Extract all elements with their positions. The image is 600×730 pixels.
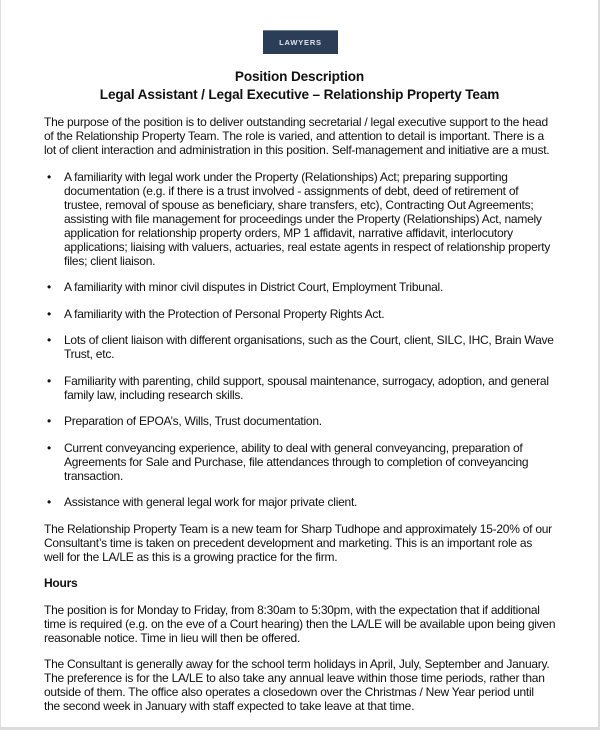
list-item	[44, 441, 589, 483]
text-line: outside of them. The office also operates a closedown over the Christmas / New Year period until	[44, 685, 534, 699]
text-line: The Consultant is generally away for the school term holidays in April, July, September and January.	[44, 657, 550, 671]
text-line: The Relationship Property Team is a new team for Sharp Tudhope and approximately 15-20% of our	[44, 521, 552, 536]
hours-paragraph	[44, 603, 589, 645]
list-item	[44, 170, 589, 268]
text-line: time is required (e.g. on the eve of a Court hearing) then the LA/LE will be available upon being given	[44, 616, 556, 631]
text-line: files; client liaison.	[64, 253, 156, 268]
text-line: application for relationship property orders, MP 1 affidavit, narrative affidavit, interlocutory	[64, 225, 513, 240]
text-line: of the Relationship Property Team. The role is varied, and attention to detail is important. There is a	[44, 129, 544, 143]
hours-heading: Hours	[44, 576, 78, 590]
document-page	[1, 0, 598, 727]
text-line: transaction.	[64, 468, 124, 483]
list-item	[44, 414, 589, 428]
text-line: Preparation of EPOA’s, Wills, Trust documentation.	[64, 414, 322, 428]
lawyers-logo: LAWYERS	[263, 30, 338, 54]
list-item	[44, 333, 589, 361]
bullet-icon: •	[47, 495, 51, 509]
document-title: Position Description	[234, 69, 365, 84]
text-line: Trust, etc.	[64, 347, 115, 361]
bullet-icon: •	[47, 280, 51, 294]
text-line: applications; liaising with valuers, actuaries, real estate agents in respect of relationship property	[64, 239, 551, 254]
list-item	[44, 374, 589, 402]
bullet-icon: •	[47, 440, 51, 455]
document-subtitle: Legal Assistant / Legal Executive – Relationship Property Team	[99, 87, 500, 102]
intro-paragraph	[44, 115, 589, 157]
list-item	[44, 495, 589, 509]
bullet-icon: •	[47, 333, 51, 347]
text-line: Assistance with general legal work for major private client.	[64, 495, 358, 509]
bullet-icon: •	[47, 306, 51, 321]
text-line: Current conveyancing experience, ability to deal with general conveyancing, preparation of	[64, 440, 523, 455]
text-line: Familiarity with parenting, child support, spousal maintenance, surrogacy, adoption, and general	[64, 373, 549, 388]
text-line: documentation (e.g. if there is a trust involved - assignments of debt, deed of retirement of	[64, 183, 519, 198]
leave-paragraph	[44, 657, 589, 713]
text-line: A familiarity with legal work under the Property (Relationships) Act; preparing supporting	[64, 169, 508, 184]
text-line: The purpose of the position is to deliver outstanding secretarial / legal executive support to the head	[44, 115, 548, 129]
bullet-icon: •	[47, 373, 51, 388]
list-item	[44, 280, 589, 294]
text-line: lot of client interaction and administration in this position. Self-management and initiative are a must.	[44, 143, 550, 157]
bullet-list	[44, 170, 589, 510]
text-line: The preference is for the LA/LE to also take any annual leave within those time periods, rather than	[44, 671, 545, 685]
text-line: A familiarity with minor civil disputes in District Court, Employment Tribunal.	[64, 280, 444, 294]
text-line: Agreements for Sale and Purchase, file attendances through to completion of conveyancing	[64, 454, 529, 469]
text-line: A familiarity with the Protection of Personal Property Rights Act.	[64, 306, 385, 321]
list-item	[44, 307, 589, 321]
text-line: Consultant’s time is taken on precedent development and marketing. This is an important role as	[44, 535, 533, 550]
bullet-icon: •	[47, 169, 51, 184]
bullet-icon: •	[47, 414, 51, 428]
text-line: Lots of client liaison with different organisations, such as the Court, client, SILC, IHC, Brain Wave	[64, 333, 554, 347]
text-line: trustee, removal of spouse as beneficiary, share transfers, etc), Contracting Out Agreements;	[64, 197, 534, 212]
text-line: family law, including research skills.	[64, 387, 244, 402]
text-line: the second week in January with staff expected to take leave at that time.	[44, 699, 415, 713]
text-line: The position is for Monday to Friday, from 8:30am to 5:30pm, with the expectation that if additional	[44, 602, 540, 617]
text-line: assisting with file management for proceedings under the Property (Relationships) Act, namely	[64, 211, 542, 226]
document-body	[44, 115, 589, 726]
team-paragraph	[44, 522, 589, 564]
text-line: well for the LA/LE as this is a growing practice for the firm.	[44, 549, 338, 564]
text-line: reasonable notice. Time in lieu will then be offered.	[44, 630, 301, 645]
